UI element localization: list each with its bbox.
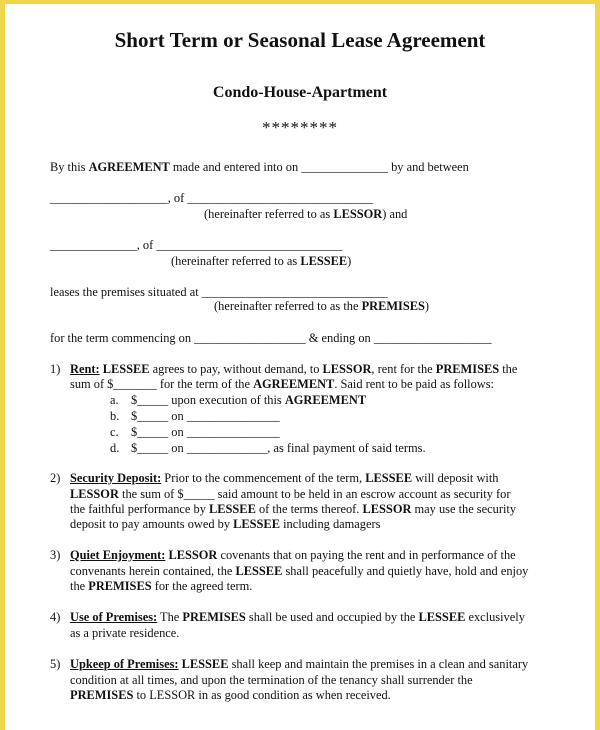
section-4-number: 4)	[50, 610, 61, 624]
payment-item-b-label: b.	[110, 409, 120, 423]
section-5-line-3: PREMISES to LESSOR in as good condition as when received.	[70, 688, 391, 702]
document-subtitle: Condo-House-Apartment	[212, 84, 388, 101]
intro-line-1: By this AGREEMENT made and entered into on ______________ by and between	[50, 160, 469, 174]
section-2-line-2: LESSOR the sum of $_____ said amount to be held in an escrow account as security for	[70, 487, 511, 501]
premises-label: (hereinafter referred to as the PREMISES)	[214, 299, 430, 313]
separator-stars: ********	[262, 118, 338, 137]
section-5-number: 5)	[50, 657, 61, 671]
lessor-label: (hereinafter referred to as LESSOR) and	[204, 207, 408, 221]
section-2-line-1: Security Deposit: Prior to the commencement of the term, LESSEE will deposit with	[70, 471, 499, 485]
payment-item-a: $_____ upon execution of this AGREEMENT	[131, 393, 367, 407]
payment-item-d: $_____ on _____________, as final payment of said terms.	[131, 441, 426, 455]
payment-item-c: $_____ on _______________	[131, 425, 280, 439]
lessor-line: ___________________, of ______________________________	[50, 191, 374, 205]
lessee-label: (hereinafter referred to as LESSEE)	[171, 254, 352, 268]
payment-item-d-label: d.	[110, 441, 120, 455]
payment-item-a-label: a.	[110, 393, 119, 407]
section-1-line-1: Rent: LESSEE agrees to pay, without demand, to LESSOR, rent for the PREMISES the	[70, 362, 518, 376]
section-3-number: 3)	[50, 548, 61, 562]
section-2-line-3: the faithful performance by LESSEE of the terms thereof. LESSOR may use the security	[70, 502, 517, 516]
document-title: Short Term or Seasonal Lease Agreement	[114, 28, 486, 52]
section-3-line-3: the PREMISES for the agreed term.	[70, 579, 253, 593]
premises-line: leases the premises situated at ______________________________	[50, 285, 388, 299]
document-page	[5, 4, 595, 730]
section-4-line-2: as a private residence.	[70, 626, 180, 640]
payment-item-c-label: c.	[110, 425, 119, 439]
section-1-number: 1)	[50, 362, 61, 376]
term-line: for the term commencing on __________________ & ending on ___________________	[50, 331, 492, 345]
section-2-line-4: deposit to pay amounts owed by LESSEE including damagers	[70, 517, 381, 531]
section-5-line-2: condition at all times, and upon the termination of the tenancy shall surrender the	[70, 673, 473, 687]
section-3-line-1: Quiet Enjoyment: LESSOR covenants that on paying the rent and in performance of the	[70, 548, 516, 562]
section-3-line-2: convenants herein contained, the LESSEE shall peacefully and quietly have, hold and enjoy	[70, 564, 529, 578]
section-5-line-1: Upkeep of Premises: LESSEE shall keep and maintain the premises in a clean and sanitary	[70, 657, 529, 671]
lessee-line: ______________, of ______________________________	[50, 238, 343, 252]
section-1-line-2: sum of $_______ for the term of the AGREEMENT. Said rent to be paid as follows:	[70, 377, 495, 391]
payment-item-b: $_____ on _______________	[131, 409, 280, 423]
section-2-number: 2)	[50, 471, 61, 485]
section-4-line-1: Use of Premises: The PREMISES shall be used and occupied by the LESSEE exclusively	[70, 610, 525, 624]
